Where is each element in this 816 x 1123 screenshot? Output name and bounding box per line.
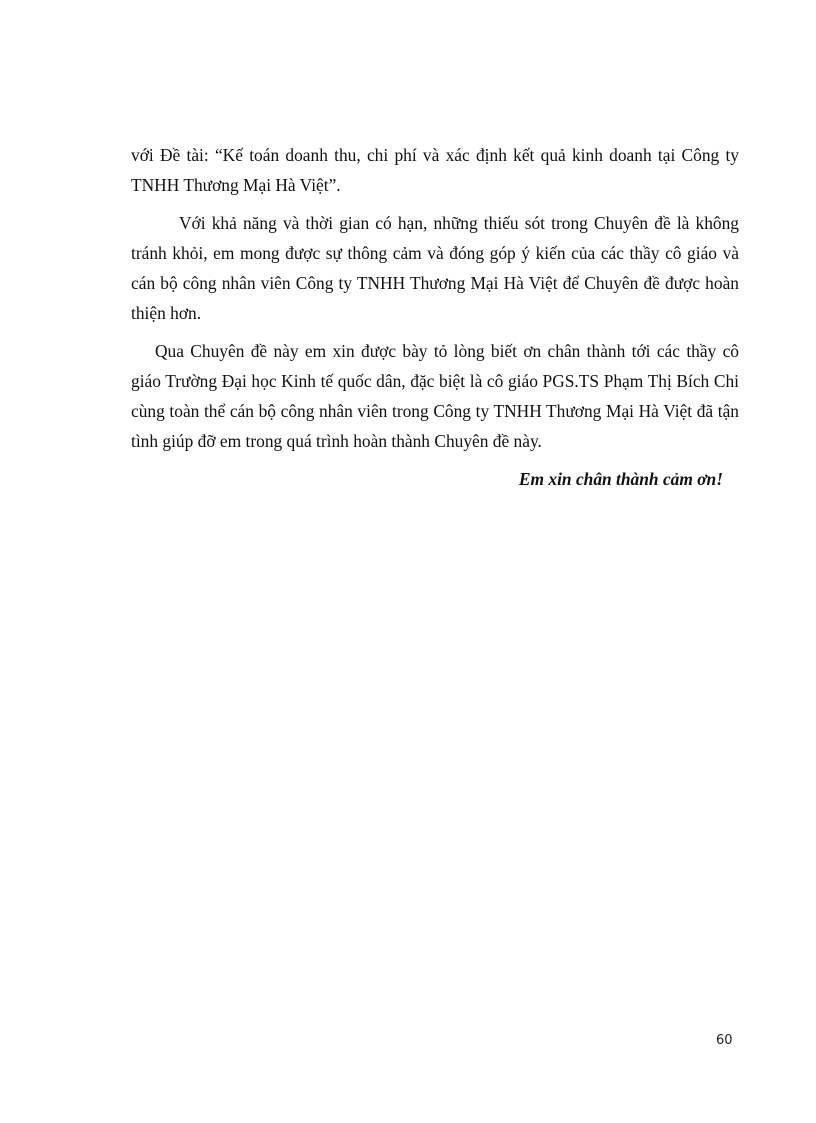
page-number: 60 xyxy=(716,1033,733,1048)
paragraph-gratitude: Qua Chuyên đề này em xin được bày tỏ lòng biết ơn chân thành tới các thầy cô giáo Trường Đại học Kinh tế quốc dân, đặc biệt là cô giáo PGS.TS Phạm Thị Bích Chi cùng toàn thể cán bộ công nhân viên trong Công ty TNHH Thương Mại Hà Việt đã tận tình giúp đỡ em trong quá trình hoàn thành Chuyên đề này. xyxy=(131,341,739,451)
closing-thanks: Em xin chân thành cảm ơn! xyxy=(518,469,723,489)
paragraph-limitations: Với khả năng và thời gian có hạn, những thiếu sót trong Chuyên đề là không tránh khỏi, em mong được sự thông cảm và đóng góp ý kiến của các thầy cô giáo và cán bộ công nhân viên Công ty TNHH Thương Mại Hà Việt để Chuyên đề được hoàn thiện hơn. xyxy=(131,213,739,323)
body-text xyxy=(131,140,739,494)
paragraph-topic: với Đề tài: “Kế toán doanh thu, chi phí và xác định kết quả kinh doanh tại Công ty TNHH Thương Mại Hà Việt”. xyxy=(131,145,739,195)
